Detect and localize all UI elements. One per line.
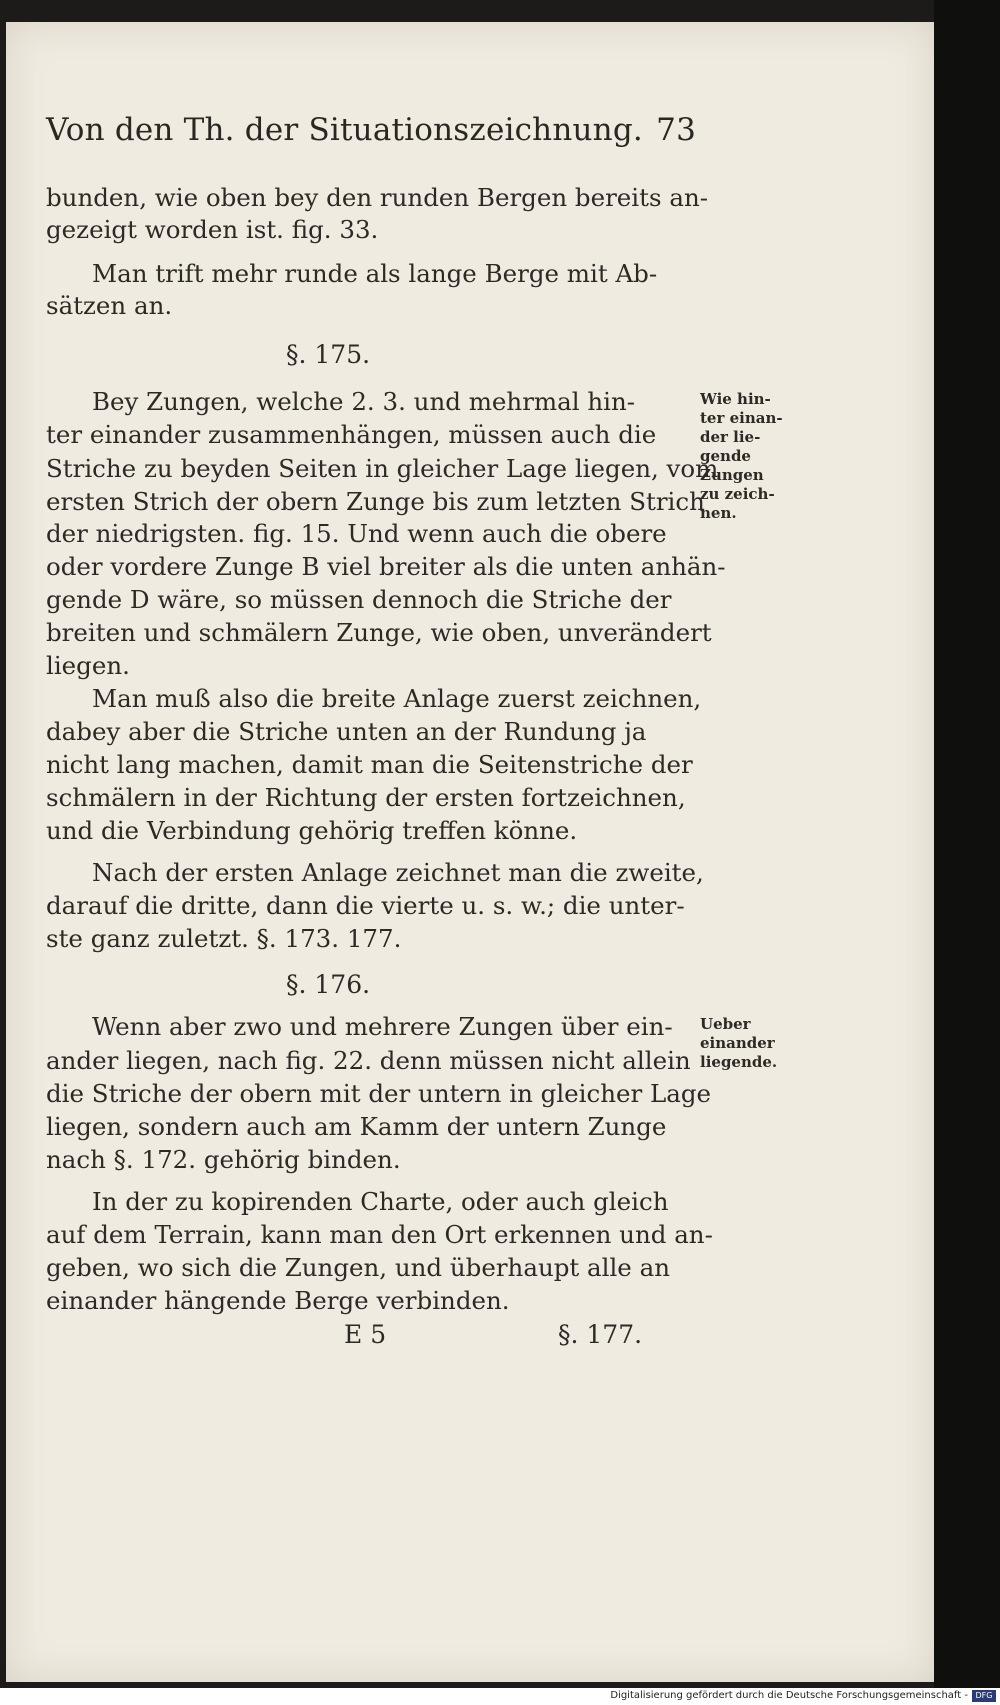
scan-background — [934, 0, 1000, 1705]
text-line: die Striche der obern mit der untern in gleicher Lage — [46, 1079, 712, 1108]
section-heading-176: §. 176. — [286, 970, 371, 999]
dfg-logo: DFG — [972, 1690, 996, 1702]
text-line: Man muß also die breite Anlage zuerst zeichnen, — [92, 684, 702, 713]
margin-note-zungen: Wie hin- ter einan- der lie- gende Zungen zu zeich- nen. — [700, 390, 783, 522]
catchword: §. 177. — [558, 1320, 643, 1349]
text-line: gende D wäre, so müssen dennoch die Striche der — [46, 585, 672, 614]
text-line: breiten und schmälern Zunge, wie oben, unverändert — [46, 618, 712, 647]
text-line: In der zu kopirenden Charte, oder auch gleich — [92, 1187, 669, 1216]
text-line: Wenn aber zwo und mehrere Zungen über ein- — [92, 1012, 673, 1041]
signature-mark: E 5 — [344, 1320, 387, 1349]
text-line: liegen, sondern auch am Kamm der untern Zunge — [46, 1112, 667, 1141]
text-line: ander liegen, nach fig. 22. denn müssen nicht allein — [46, 1046, 691, 1075]
text-line: auf dem Terrain, kann man den Ort erkennen und an- — [46, 1220, 713, 1249]
text-line: sätzen an. — [46, 291, 173, 320]
text-line: liegen. — [46, 651, 130, 680]
digitization-credit — [0, 1688, 1000, 1705]
running-head — [46, 112, 696, 148]
text-line: nach §. 172. gehörig binden. — [46, 1145, 401, 1174]
text-line: ste ganz zuletzt. §. 173. 177. — [46, 924, 402, 953]
text-line: gezeigt worden ist. fig. 33. — [46, 215, 379, 244]
text-line: geben, wo sich die Zungen, und überhaupt alle an — [46, 1253, 670, 1282]
text-line: darauf die dritte, dann die vierte u. s. w.; die unter- — [46, 891, 685, 920]
text-line: dabey aber die Striche unten an der Rundung ja — [46, 717, 647, 746]
running-title: Von den Th. der Situationszeichnung. — [46, 112, 643, 148]
text-line: der niedrigsten. fig. 15. Und wenn auch die obere — [46, 519, 667, 548]
credit-text: Digitalisierung gefördert durch die Deutsche Forschungsgemeinschaft - — [610, 1690, 968, 1701]
text-line: ter einander zusammenhängen, müssen auch die — [46, 420, 657, 449]
text-line: Bey Zungen, welche 2. 3. und mehrmal hin- — [92, 387, 636, 416]
text-line: einander hängende Berge verbinden. — [46, 1286, 510, 1315]
text-line: ersten Strich der obern Zunge bis zum letzten Strich — [46, 487, 705, 516]
text-line: schmälern in der Richtung der ersten fortzeichnen, — [46, 783, 686, 812]
page-number: 73 — [656, 112, 696, 148]
section-heading-175: §. 175. — [286, 340, 371, 369]
margin-note-ueber-einander: Ueber einander liegende. — [700, 1015, 778, 1071]
text-line: bunden, wie oben bey den runden Bergen bereits an- — [46, 183, 709, 212]
text-line: Man trift mehr runde als lange Berge mit Ab- — [92, 259, 658, 288]
text-line: Nach der ersten Anlage zeichnet man die zweite, — [92, 858, 704, 887]
text-line: und die Verbindung gehörig treffen könne. — [46, 816, 578, 845]
text-line: oder vordere Zunge B viel breiter als die unten anhän- — [46, 552, 726, 581]
text-line: Striche zu beyden Seiten in gleicher Lage liegen, vom — [46, 454, 719, 483]
text-line: nicht lang machen, damit man die Seitenstriche der — [46, 750, 693, 779]
